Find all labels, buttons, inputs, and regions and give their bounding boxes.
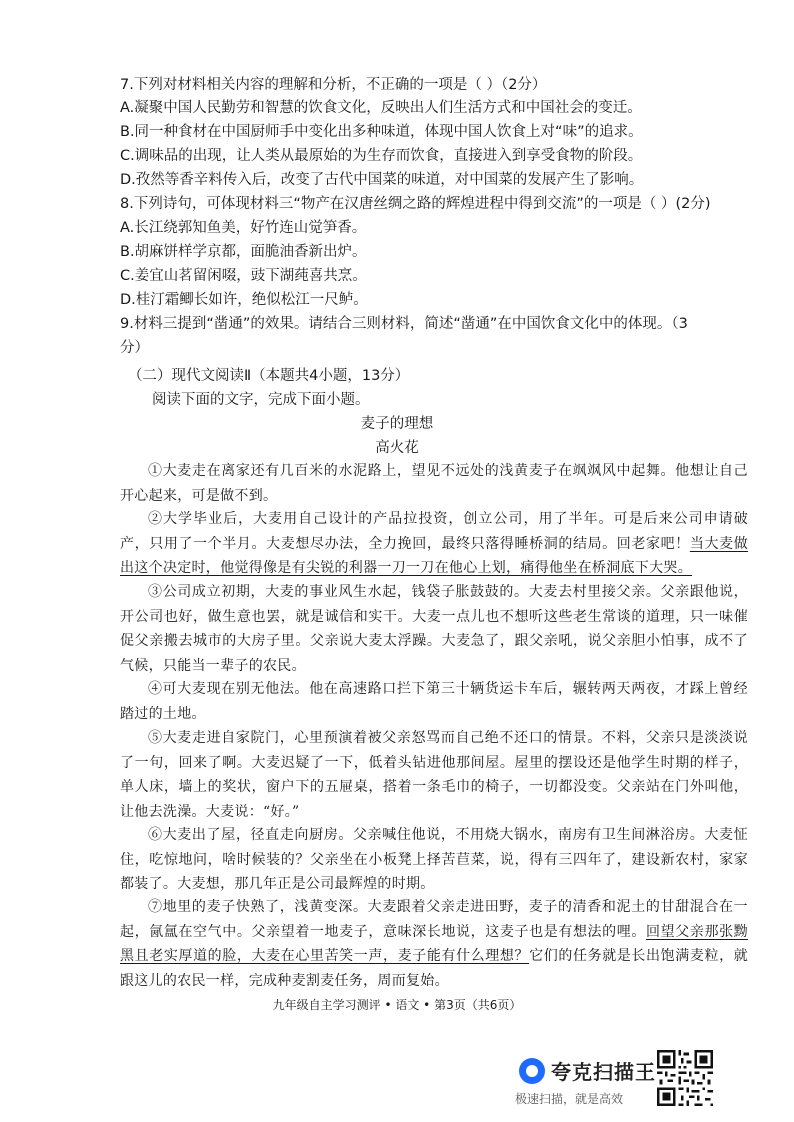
quark-logo-icon <box>519 1058 545 1084</box>
paragraph-5: ⑤大麦走进自家院门，心里预演着被父亲怒骂而自己绝不还口的情景。不料，父亲只是淡淡说了一句，回来了啊。大麦迟疑了一下，低着头钻进他那间屋。屋里的摆设还是他学生时期的样子，单人床，墙上的奖状，窗户下的五屉桌，搭着一条毛巾的椅子，一切都没变。父亲站在门外叫他，让他去洗澡。大麦说：“好。” <box>120 730 748 820</box>
article-author: 高火花 <box>375 440 419 456</box>
question-7-option-c: C.调味品的出现，让人类从最原始的为生存而饮食，直接进入到享受食物的阶段。 <box>120 148 643 164</box>
question-8-option-a: A.长江绕郭知鱼美，好竹连山觉笋香。 <box>120 220 367 236</box>
paragraph-1: ①大麦走在离家还有几百米的水泥路上，望见不远处的浅黄麦子在飒飒风中起舞。他想让自己开心起来，可是做不到。 <box>120 463 748 504</box>
question-8: 8.下列诗句，可体现材料三“物产在汉唐丝绸之路的辉煌进程中得到交流”的一项是（ ）(2分) <box>120 196 711 212</box>
paragraph-7-text: ⑦地里的麦子快熟了，浅黄变深。大麦跟着父亲走进田野，麦子的清香和泥土的甘甜混合在一起，氤氲在空气中。父亲望着一地麦子，意味深长地说，这麦子也是有想法的哩。 <box>120 899 748 940</box>
paragraph-7-underlined: 回望父亲那张黝黑且老实厚道的脸，大麦在心里苦笑一声，麦子能有什么理想？ <box>120 923 748 964</box>
paragraph-2-underlined: 当大麦做出这个决定时，他觉得像是有尖锐的利器一刀一刀在他心上划，痛得他坐在桥洞底下大哭。 <box>120 535 748 576</box>
watermark-subtitle: 极速扫描，就是高效 <box>515 1092 624 1106</box>
paragraph-3: ③公司成立初期，大麦的事业风生水起，钱袋子胀鼓鼓的。大麦去村里接父亲。父亲跟他说，开公司也好，做生意也罢，就是诚信和实干。大麦一点儿也不想听这些老生常谈的道理，只一味催促父亲搬去城市的大房子里。父亲说大麦太浮躁。大麦急了，跟父亲吼，说父亲胆小怕事，成不了气候，只能当一辈子的农民。 <box>120 584 748 674</box>
question-8-option-c: C.姜宜山茗留闲啜，豉下湖莼喜共烹。 <box>120 268 367 284</box>
watermark-title: 夸克扫描王 <box>551 1060 656 1084</box>
paragraph-4: ④可大麦现在别无他法。他在高速路口拦下第三十辆货运卡车后，辗转两天两夜，才踩上曾经踏过的土地。 <box>120 681 748 722</box>
question-9-line1: 9.材料三提到“凿通”的效果。请结合三则材料，简述“凿通”在中国饮食文化中的体现。（3 <box>120 316 688 332</box>
question-7-option-d: D.孜然等香辛料传入后，改变了古代中国菜的味道，对中国菜的发展产生了影响。 <box>120 172 644 188</box>
article-title: 麦子的理想 <box>360 416 434 432</box>
section-instruction: 阅读下面的文字，完成下面小题。 <box>152 392 370 408</box>
question-7-option-a: A.凝聚中国人民勤劳和智慧的饮食文化，反映出人们生活方式和中国社会的变迁。 <box>120 100 642 116</box>
question-8-option-b: B.胡麻饼样学京都，面脆油香新出炉。 <box>120 244 367 260</box>
question-9-line2: 分） <box>120 340 149 356</box>
qr-code-icon <box>657 1050 713 1106</box>
question-7: 7.下列对材料相关内容的理解和分析，不正确的一项是（ ）（2分） <box>120 77 547 93</box>
paragraph-2-text: ②大学毕业后，大麦用自己设计的产品拉投资，创立公司，用了半年。可是后来公司申请破产，只用了一个半月。大麦想尽办法，全力挽回，最终只落得睡桥洞的结局。回老家吧！ <box>120 511 748 552</box>
question-8-option-d: D.桂汀霜鲫长如许，绝似松江一尺鲈。 <box>120 292 368 308</box>
question-7-option-b: B.同一种食材在中国厨师手中变化出多种味道，体现中国人饮食上对“味”的追求。 <box>120 124 643 140</box>
section-heading: （二）现代文阅读Ⅱ（本题共4小题，13分） <box>128 368 410 384</box>
paragraph-2 <box>120 507 748 581</box>
paragraph-6: ⑥大麦出了屋，径直走向厨房。父亲喊住他说，不用烧大锅水，南房有卫生间淋浴房。大麦怔住，吃惊地问，啥时候装的？父亲坐在小板凳上择苦苣菜，说，得有三四年了，建设新农村，家家都装了。大麦想，那几年正是公司最辉煌的时期。 <box>120 827 748 892</box>
page-footer: 九年级自主学习测评 • 语文 • 第3页（共6页） <box>272 998 522 1012</box>
paragraph-7-tail: 它们的任务就是长出饱满麦粒，就跟这儿的农民一样，完成种麦割麦任务，周而复始。 <box>120 948 749 989</box>
paragraph-7 <box>120 895 748 993</box>
scanner-watermark <box>515 1048 715 1110</box>
